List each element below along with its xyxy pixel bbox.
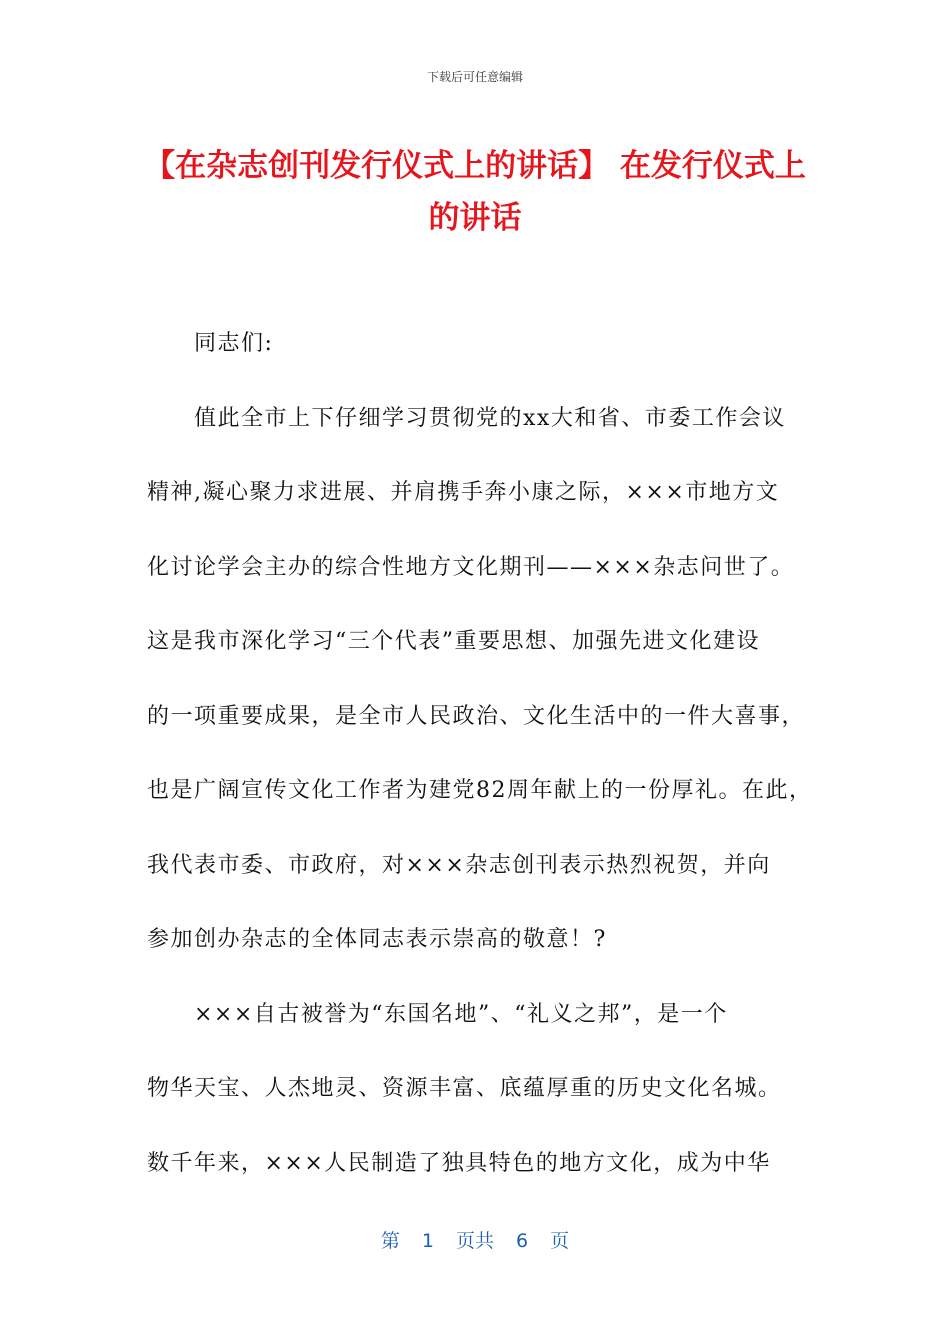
body-line: 数千年来，×××人民制造了独具特色的地方文化，成为中华	[147, 1150, 771, 1176]
document-body	[147, 312, 813, 1206]
header-note: 下载后可任意编辑	[426, 70, 523, 84]
body-line: 的一项重要成果，是全市人民政治、文化生活中的一件大喜事，	[147, 703, 806, 729]
footer-page-of: 页共	[455, 1230, 494, 1252]
body-line: 参加创办杂志的全体同志表示崇高的敬意！?	[147, 927, 607, 952]
body-line: 我代表市委、市政府，对×××杂志创刊表示热烈祝贺，并向	[147, 852, 771, 878]
body-line: 物华天宝、人杰地灵、资源丰富、底蕴厚重的历史文化名城。	[147, 1076, 782, 1101]
body-line: ×××自古被誉为“东国名地”、“礼义之邦”，是一个	[194, 1001, 728, 1027]
body-line: 同志们:	[194, 331, 274, 356]
document-title: 【在杂志创刊发行仪式上的讲话】 在发行仪式上的讲话	[144, 148, 806, 236]
footer-page-number: 1	[421, 1230, 434, 1252]
body-line: 精神,凝心聚力求进展、并肩携手奔小康之际，×××市地方文	[147, 480, 780, 505]
footer-page-label: 第	[380, 1230, 400, 1252]
footer-page-suffix: 页	[550, 1230, 570, 1252]
footer-total-pages: 6	[516, 1230, 529, 1252]
page-footer	[0, 1226, 950, 1253]
body-line: 这是我市深化学习“三个代表”重要思想、加强先进文化建设	[147, 629, 760, 654]
body-line: 化讨论学会主办的综合性地方文化期刊——×××杂志问世了。	[147, 554, 795, 580]
body-line: 值此全市上下仔细学习贯彻党的xx大和省、市委工作会议	[194, 405, 786, 431]
body-line: 也是广阔宣传文化工作者为建党82周年献上的一份厚礼。在此，	[147, 778, 813, 803]
